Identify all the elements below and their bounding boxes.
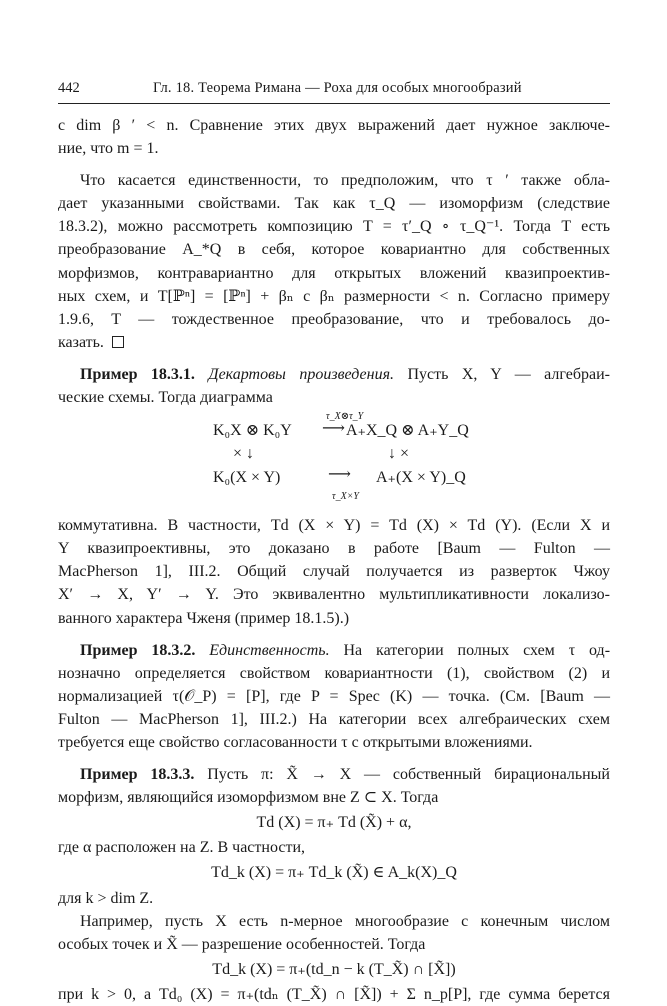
formula: Td_k (X) = π₊(td_n − k (T_X̃) ∩ [X̃]) xyxy=(212,960,456,978)
text-line: при k > 0, а Td₀ (X) = π₊(tdₙ (T_X̃) ∩ [X̃]) + Σ n_p[P], где сумма берется xyxy=(58,985,610,1003)
text-line: с dim β ′ < n. Сравнение этих двух выражений дает нужное заключе- xyxy=(58,117,610,134)
text-line: Пример 18.3.1. Декартовы произведения. Пусть X, Y — алгебраи- xyxy=(80,365,610,383)
diagram-bottom-left: K₀(X × Y) xyxy=(213,469,281,487)
running-header xyxy=(58,80,610,102)
diagram-right-arrow: ↓ × xyxy=(388,445,410,463)
header-rule xyxy=(58,103,610,104)
formula: Td_k (X) = π₊ Td_k (X̃) ∈ A_k(X)_Q xyxy=(211,864,457,882)
text-line: дает указанными свойствами. Так как τ_Q — изоморфизм (следствие xyxy=(58,195,610,213)
diagram-top-arrow-label: τ_X⊗τ_Y xyxy=(326,411,364,423)
page-number: 442 xyxy=(58,80,80,96)
text-line: Fulton — MacPherson 1], III.2.) На категории всех алгебраических схем xyxy=(58,710,610,728)
text-line: Пример 18.3.2. Единственность. На категории полных схем τ од- xyxy=(80,641,611,659)
diagram-top-left: K₀X ⊗ K₀Y xyxy=(213,422,292,440)
diagram-bottom-right: A₊(X × Y)_Q xyxy=(376,469,466,487)
text-line: коммутативна. В частности, Td (X × Y) = Td (X) × Td (Y). (Если X и xyxy=(58,517,610,535)
page-body xyxy=(58,114,610,1006)
text-line: морфизмов, контравариантно для открытых вложений квазипроектив- xyxy=(58,264,610,282)
text-line: Пример 18.3.3. Пусть π: X̃ → X — собственный бирациональный xyxy=(80,766,610,784)
formula: Td (X) = π₊ Td (X̃) + α, xyxy=(256,814,412,832)
text-line: X′ → X, Y′ → Y. Это эквивалентно мультипликативности локализо- xyxy=(58,586,610,604)
qed-box-icon xyxy=(112,336,124,348)
text-line: где α расположен на Z. В частности, xyxy=(58,839,306,857)
text-line: Y квазипроективны, это доказано в работе [Baum — Fulton — xyxy=(58,540,610,558)
text-line: Например, пусть X есть n-мерное многообразие с конечным числом xyxy=(80,912,610,930)
text-line: ванного характера Чженя (пример 18.1.5).) xyxy=(58,609,350,627)
text-line: для k > dim Z. xyxy=(58,889,154,907)
example-label: Пример 18.3.1. xyxy=(80,365,195,383)
diagram-top-arrow: ⟶ xyxy=(322,420,345,438)
text-line: требуется еще свойство согласованности τ с открытыми вложениями. xyxy=(58,733,533,751)
text-line: MacPherson 1], III.2. Общий случай получается из разверток Чжоу xyxy=(58,563,610,581)
text-line: ческие схемы. Тогда диаграмма xyxy=(58,389,273,407)
text-line: 1.9.6, T — тождественное преобразование, что и требовалось до- xyxy=(58,310,610,328)
text-line: особых точек и X̃ — разрешение особенностей. Тогда xyxy=(58,935,426,953)
text-line: морфизм, являющийся изоморфизмом вне Z ⊂ X. Тогда xyxy=(58,789,439,807)
diagram-left-arrow: × ↓ xyxy=(233,445,255,463)
text-line: 18.3.2), можно рассмотреть композицию T = τ′_Q ∘ τ_Q⁻¹. Тогда T есть xyxy=(58,218,610,236)
text-line: казать. xyxy=(58,331,610,354)
example-title: Декартовы произведения. xyxy=(208,365,394,383)
diagram-top-right: A₊X_Q ⊗ A₊Y_Q xyxy=(346,422,469,440)
text-line: ных схем, и T[ℙⁿ] = [ℙⁿ] + βₙ с βₙ размерности < n. Согласно примеру xyxy=(58,287,610,305)
text-line: нормализацией τ(𝒪_P) = [P], где P = Spec (K) — точка. (См. [Baum — xyxy=(58,687,610,705)
diagram-bottom-arrow: ⟶ xyxy=(328,466,351,484)
example-title: Единственность. xyxy=(209,641,330,659)
text-line: преобразование A_*Q в себя, которое ковариантно для собственных xyxy=(58,241,610,259)
running-title: Гл. 18. Теорема Римана — Роха для особых многообразий xyxy=(153,80,522,96)
text-line: ние, что m = 1. xyxy=(58,140,159,158)
diagram-bottom-arrow-label: τ_X×Y xyxy=(332,491,359,503)
example-label: Пример 18.3.3. xyxy=(80,766,195,784)
text-line: Что касается единственности, то предположим, что τ ′ также обла- xyxy=(80,172,610,190)
example-label: Пример 18.3.2. xyxy=(80,641,196,659)
text-line: нозначно определяется свойством ковариантности (1), свойством (2) и xyxy=(58,664,610,682)
commutative-diagram xyxy=(58,411,610,511)
